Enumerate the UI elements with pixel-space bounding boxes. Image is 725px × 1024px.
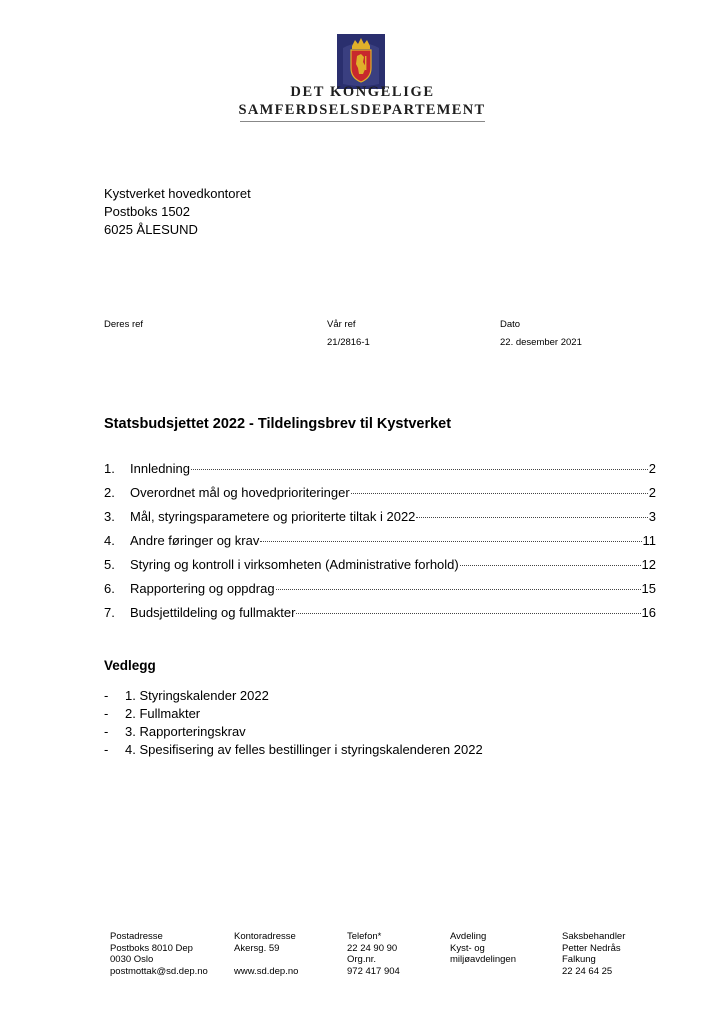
toc-entry[interactable] <box>104 461 656 485</box>
footer-website-link[interactable]: www.sd.dep.no <box>234 965 299 977</box>
attachment-item <box>104 687 483 705</box>
toc-page: 2 <box>648 485 656 500</box>
footer-value: Petter Nedrås <box>562 942 621 954</box>
toc-entry[interactable] <box>104 557 656 581</box>
attachments-list <box>104 687 483 759</box>
toc-number: 2. <box>104 485 115 500</box>
deres-ref-label: Deres ref <box>104 319 144 330</box>
recipient-line: 6025 ÅLESUND <box>104 222 198 237</box>
header-divider <box>240 121 485 122</box>
footer-value: Kyst- og <box>450 942 485 954</box>
toc-number: 7. <box>104 605 115 620</box>
recipient-address <box>104 185 251 239</box>
attachment-item <box>104 741 483 759</box>
footer-phone <box>347 931 400 977</box>
footer-label: Avdeling <box>450 931 487 942</box>
toc-page: 15 <box>641 581 656 596</box>
recipient-line: Kystverket hovedkontoret <box>104 186 251 201</box>
footer-label: Kontoradresse <box>234 931 296 942</box>
toc-number: 1. <box>104 461 115 476</box>
toc-number: 3. <box>104 509 115 524</box>
footer-value <box>234 954 298 966</box>
toc-label: Mål, styringsparametere og prioriterte tiltak i 2022 <box>130 509 416 524</box>
toc-label: Rapportering og oppdrag <box>130 581 275 596</box>
attachment-bullet: - <box>104 742 109 757</box>
toc-label: Budsjettildeling og fullmakter <box>130 605 296 620</box>
toc-page: 3 <box>648 509 656 524</box>
toc-leader <box>351 493 648 494</box>
footer-label: Saksbehandler <box>562 931 626 942</box>
var-ref-label: Vår ref <box>327 319 356 330</box>
toc-entry[interactable] <box>104 581 656 605</box>
footer-value: 22 24 64 25 <box>562 965 613 977</box>
toc-number: 5. <box>104 557 115 572</box>
coat-of-arms-logo <box>337 34 385 89</box>
document-title: Statsbudsjettet 2022 - Tildelingsbrev til Kystverket <box>104 416 452 432</box>
toc-page: 16 <box>641 605 656 620</box>
toc-entry[interactable] <box>104 485 656 509</box>
footer-value: 0030 Oslo <box>110 954 154 965</box>
toc-entry[interactable] <box>104 533 656 557</box>
logo-text-line1: DET KONGELIGE <box>290 84 435 100</box>
toc-leader <box>416 517 647 518</box>
attachment-bullet: - <box>104 706 109 721</box>
attachment-item <box>104 723 483 741</box>
footer-value: Akersg. 59 <box>234 942 280 954</box>
toc-page: 11 <box>642 533 656 548</box>
footer-case-officer <box>562 931 625 977</box>
footer-value <box>450 966 516 978</box>
logo-text-line2: SAMFERDSELSDEPARTEMENT <box>238 102 486 118</box>
footer-postal-address <box>110 931 208 977</box>
coat-of-arms-icon <box>337 34 385 89</box>
toc-page: 12 <box>641 557 656 572</box>
footer-value: Postboks 8010 Dep <box>110 942 193 954</box>
var-ref-value: 21/2816-1 <box>327 337 370 348</box>
toc-label: Styring og kontroll i virksomheten (Administrative forhold) <box>130 557 459 572</box>
toc-page: 2 <box>648 461 656 476</box>
toc-entry[interactable] <box>104 605 656 629</box>
attachment-text: 1. Styringskalender 2022 <box>125 688 269 703</box>
attachment-text: 3. Rapporteringskrav <box>125 724 246 739</box>
footer-value: Falkung <box>562 954 596 965</box>
toc-leader <box>191 469 648 470</box>
dato-label: Dato <box>500 319 521 330</box>
footer-value: 22 24 90 90 <box>347 942 398 954</box>
attachment-text: 4. Spesifisering av felles bestillinger i styringskalenderen 2022 <box>125 742 483 757</box>
toc-number: 6. <box>104 581 115 596</box>
dato-value: 22. desember 2021 <box>500 337 582 348</box>
toc-leader <box>276 589 641 590</box>
footer-value: miljøavdelingen <box>450 954 517 965</box>
footer-email-link[interactable]: postmottak@sd.dep.no <box>110 965 208 977</box>
toc-leader <box>296 613 640 614</box>
attachment-text: 2. Fullmakter <box>125 706 201 721</box>
recipient-line: Postboks 1502 <box>104 204 191 219</box>
footer-department <box>450 931 516 977</box>
toc-label: Andre føringer og krav <box>130 533 260 548</box>
table-of-contents <box>104 461 656 629</box>
toc-label: Overordnet mål og hovedprioriteringer <box>130 485 350 500</box>
footer-value: 972 417 904 <box>347 965 400 977</box>
footer-label: Telefon* <box>347 931 382 942</box>
attachment-bullet: - <box>104 688 109 703</box>
toc-leader <box>260 541 641 542</box>
toc-number: 4. <box>104 533 115 548</box>
attachment-bullet: - <box>104 724 109 739</box>
attachments-heading: Vedlegg <box>104 658 156 673</box>
attachment-item <box>104 705 483 723</box>
toc-leader <box>460 565 641 566</box>
footer-label: Postadresse <box>110 931 163 942</box>
toc-entry[interactable] <box>104 509 656 533</box>
toc-label: Innledning <box>130 461 190 476</box>
footer-office-address <box>234 931 298 977</box>
footer-label: Org.nr. <box>347 954 377 965</box>
